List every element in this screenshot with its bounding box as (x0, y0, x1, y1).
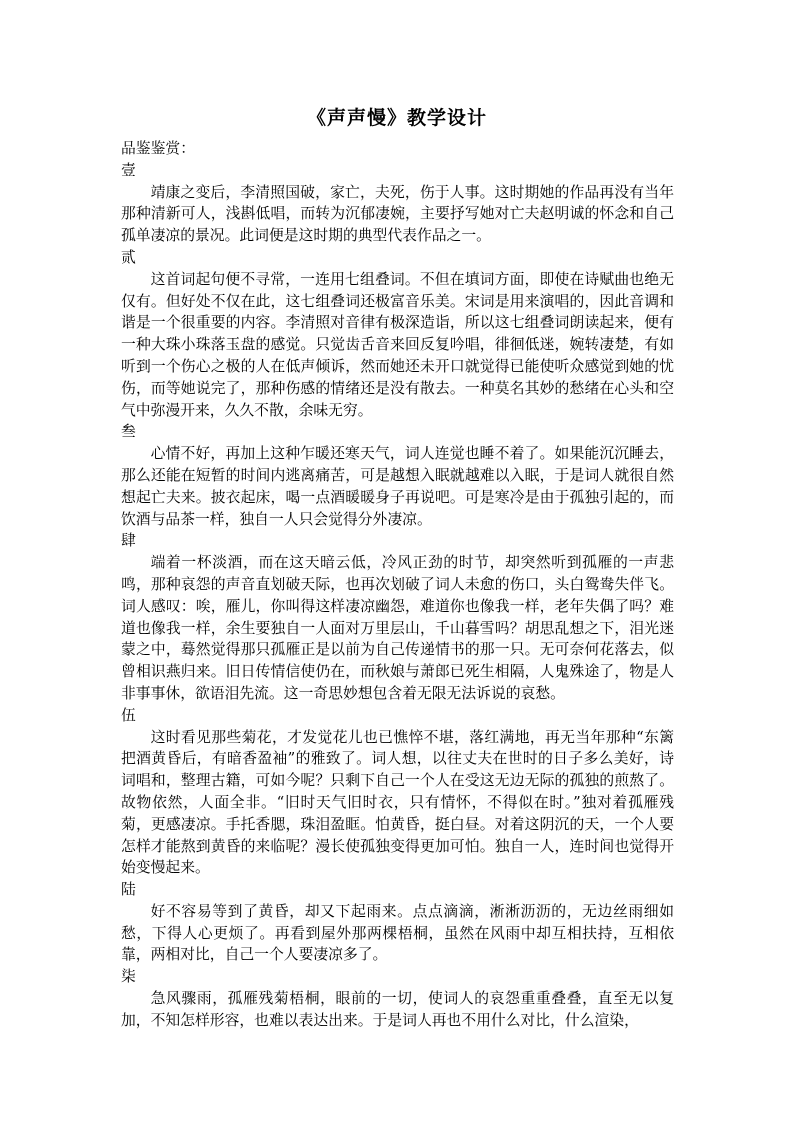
section-paragraph: 好不容易等到了黄昏，却又下起雨来。点点滴滴，淅淅沥沥的，无边丝雨细如愁，下得人心更烦了。再看到屋外那两棵梧桐，虽然在风雨中却互相扶持，互相依靠，两相对比，自己一个人要凄凉多了。 (121, 902, 674, 964)
section-number: 柒 (121, 968, 136, 986)
section-paragraph: 急风骤雨，孤雁残菊梧桐，眼前的一切，使词人的哀怨重重叠叠，直至无以复加，不知怎样形容，也难以表达出来。于是词人再也不用什么对比，什么渲染， (121, 990, 674, 1029)
section-paragraph: 这时看见那些菊花，才发觉花儿也已憔悴不堪，落红满地，再无当年那种“东篱把酒黄昏后，有暗香盈袖”的雅致了。词人想，以往丈夫在世时的日子多么美好，诗词唱和，整理古籍，可如今呢？只剩下自己一个人在受这无边无际的孤独的煎熬了。故物依然，人面全非。“旧时天气旧时衣，只有情怀，不得似在时。”独对着孤雁残菊，更感凄凉。手托香腮，珠泪盈眶。怕黄昏，挺白昼。对着这阴沉的天，一个人要怎样才能熬到黄昏的来临呢？漫长使孤独变得更加可怕。独自一人，连时间也觉得开始变慢起来。 (121, 728, 674, 877)
section-number: 壹 (121, 161, 136, 179)
section-number: 陆 (121, 881, 136, 899)
section-number: 伍 (121, 706, 136, 724)
section-paragraph: 靖康之变后，李清照国破，家亡，夫死，伤于人事。这时期她的作品再没有当年那种清新可人，浅斟低唱，而转为沉郁凄婉，主要抒写她对亡夫赵明诚的怀念和自己孤单凄凉的景况。此词便是这时期的典型代表作品之一。 (121, 183, 674, 245)
section-paragraph: 端着一杯淡酒，而在这天暗云低，冷风正劲的时节，却突然听到孤雁的一声悲鸣，那种哀怨的声音直划破天际，也再次划破了词人未愈的伤口，头白鸳鸯失伴飞。词人感叹：唉，雁儿，你叫得这样凄凉幽怨，难道你也像我一样，老年失偶了吗？难道也像我一样，余生要独自一人面对万里层山，千山暮雪吗？胡思乱想之下，泪光迷蒙之中，蓦然觉得那只孤雁正是以前为自己传递情书的那一只。无可奈何花落去，似曾相识燕归来。旧日传情信使仍在，而秋娘与萧郎已死生相隔，人鬼殊途了，物是人非事事休，欲语泪先流。这一奇思妙想包含着无限无法诉说的哀愁。 (121, 554, 674, 702)
section-paragraph: 这首词起句便不寻常，一连用七组叠词。不但在填词方面，即使在诗赋曲也绝无仅有。但好处不仅在此，这七组叠词还极富音乐美。宋词是用来演唱的，因此音调和谐是一个很重要的内容。李清照对音律有极深造诣，所以这七组叠词朗读起来，便有一种大珠小珠落玉盘的感觉。只觉齿舌音来回反复吟唱，徘徊低迷，婉转凄楚，有如听到一个伤心之极的人在低声倾诉，然而她还未开口就觉得已能使听众感觉到她的忧伤，而等她说完了，那种伤感的情绪还是没有散去。一种莫名其妙的愁绪在心头和空气中弥漫开来，久久不散，余味无穷。 (121, 270, 674, 419)
section-paragraph: 心情不好，再加上这种乍暖还寒天气，词人连觉也睡不着了。如果能沉沉睡去，那么还能在短暂的时间内逃离痛苦，可是越想入眠就越难以入眠，于是词人就很自然想起亡夫来。披衣起床，喝一点酒暖暖身子再说吧。可是寒冷是由于孤独引起的，而饮酒与品茶一样，独自一人只会觉得分外凄凉。 (121, 445, 674, 528)
document-title: 《声声慢》教学设计 (306, 107, 487, 129)
section-number: 贰 (121, 248, 136, 266)
section-number: 肆 (121, 532, 136, 550)
document-subtitle: 品鉴鉴赏： (121, 140, 195, 157)
section-number: 叁 (121, 423, 136, 441)
document-body (121, 138, 674, 1032)
